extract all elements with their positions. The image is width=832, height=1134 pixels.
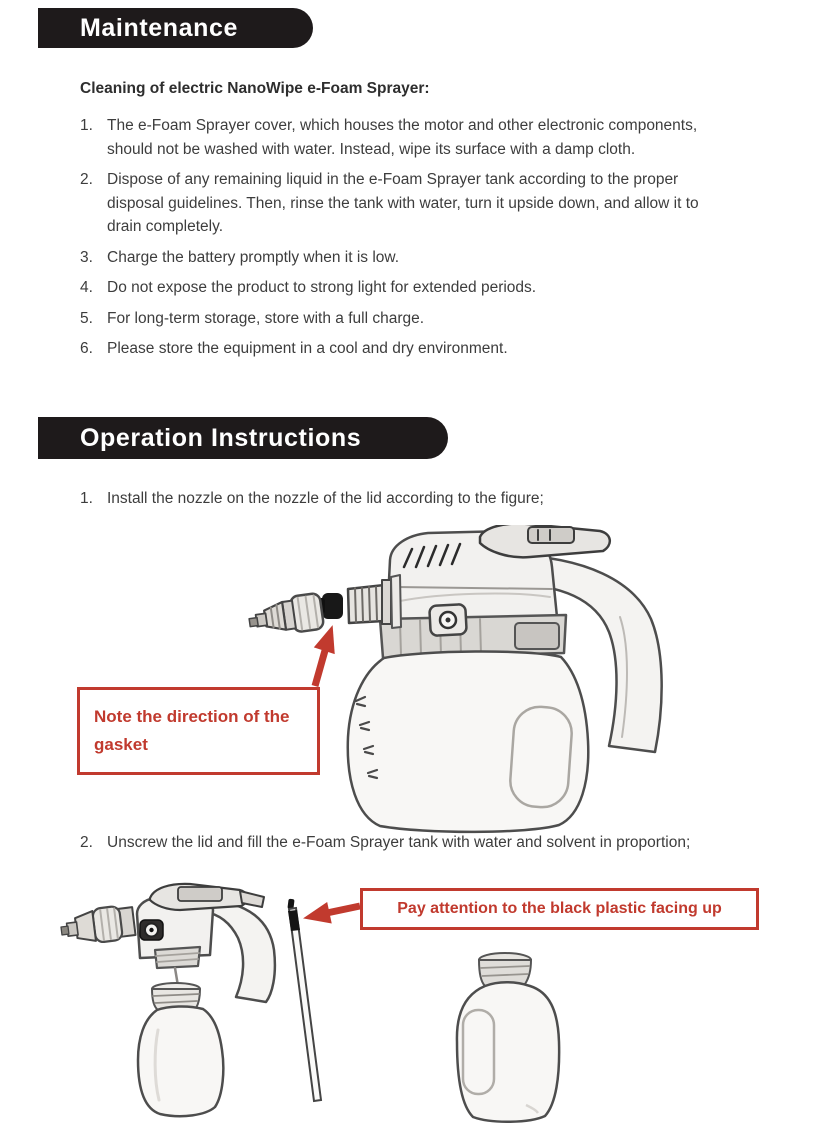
dip-tube-illustration — [287, 899, 321, 1101]
list-item — [80, 246, 770, 270]
maintenance-list — [80, 114, 770, 368]
operation-step-1 — [80, 487, 747, 511]
sprayer-illustration — [247, 525, 662, 832]
figure-nozzle-installation — [60, 525, 700, 835]
step-number: 2. — [80, 834, 93, 851]
operation-section-banner — [38, 417, 448, 459]
operation-title: Operation Instructions — [80, 423, 362, 452]
list-item-number: 6. — [80, 340, 93, 357]
list-item — [80, 307, 770, 331]
list-item-text: For long-term storage, store with a full charge. — [107, 309, 425, 327]
callout-text: Pay attention to the black plastic facing up — [397, 900, 722, 917]
gasket-arrow-icon — [314, 622, 343, 686]
list-item-number: 3. — [80, 248, 93, 266]
step-number: 1. — [80, 490, 93, 507]
list-item-text: Charge the battery promptly when it is low. — [107, 248, 400, 266]
operation-step-2 — [80, 831, 711, 855]
callout-text: Note the direction of the gasket — [94, 707, 290, 754]
list-item-text: The e-Foam Sprayer cover, which houses the motor and other electronic components, should not be washed with water. Instead, wipe its surface with a damp cloth. — [107, 117, 698, 158]
list-item-text: Dispose of any remaining liquid in the e-Foam Sprayer tank according to the proper disposal guidelines. Then, rinse the tank with water, turn it upside down, and allow it to drain completely. — [107, 171, 699, 235]
cleaning-intro-heading: Cleaning of electric NanoWipe e-Foam Sprayer: — [80, 80, 430, 97]
gasket-direction-callout — [77, 687, 320, 775]
list-item-number: 2. — [80, 171, 93, 188]
list-item — [80, 276, 770, 300]
black-plastic-callout — [360, 888, 759, 930]
list-item-text: Please store the equipment in a cool and dry environment. — [107, 340, 508, 357]
nozzle-part — [60, 904, 136, 947]
list-item — [80, 168, 770, 239]
maintenance-section-banner — [38, 8, 313, 48]
list-item-number: 1. — [80, 117, 93, 134]
lid-assembly-illustration — [60, 884, 275, 1116]
list-item-number: 4. — [80, 279, 93, 296]
list-item — [80, 114, 770, 161]
tube-arrow-icon — [301, 902, 360, 929]
list-item-number: 5. — [80, 309, 93, 327]
maintenance-title: Maintenance — [80, 13, 239, 42]
list-item-text: Do not expose the product to strong light for extended periods. — [107, 279, 537, 296]
list-item — [80, 337, 770, 361]
nozzle-part — [247, 593, 324, 639]
step-text: Install the nozzle on the nozzle of the lid according to the figure; — [107, 490, 544, 507]
step-text: Unscrew the lid and fill the e-Foam Sprayer tank with water and solvent in proportion; — [107, 834, 691, 851]
tank-illustration — [457, 953, 559, 1122]
